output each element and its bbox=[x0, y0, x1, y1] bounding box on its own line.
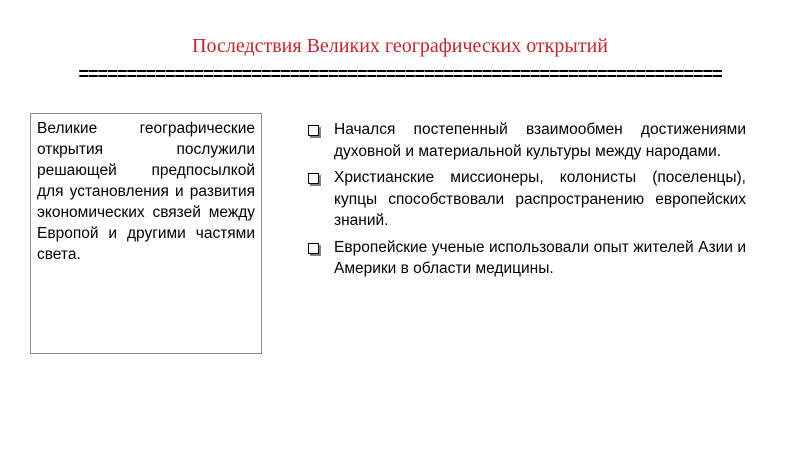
checkbox-square-icon bbox=[308, 125, 319, 136]
list-item bbox=[306, 167, 746, 232]
summary-text: Великие географические открытия послужили решающей предпосылкой для установления и развития экономических связей между Европой и другими частями света. bbox=[37, 120, 255, 263]
consequences-list bbox=[306, 119, 746, 285]
list-item-text: Начался постепенный взаимообмен достижениями духовной и материальной культуры между народами. bbox=[334, 121, 746, 160]
list-item bbox=[306, 237, 746, 280]
summary-box bbox=[30, 113, 262, 354]
list-item bbox=[306, 119, 746, 162]
page-title: Последствия Великих географических открытий bbox=[192, 35, 608, 57]
checkbox-square-icon bbox=[308, 243, 319, 254]
list-item-text: Христианские миссионеры, колонисты (поселенцы), купцы способствовали распространению европейских знаний. bbox=[334, 169, 746, 229]
list-item-text: Европейские ученые использовали опыт жителей Азии и Америки в области медицины. bbox=[334, 238, 746, 277]
checkbox-square-icon bbox=[308, 173, 319, 184]
title-divider: =================================================================== bbox=[78, 66, 722, 86]
